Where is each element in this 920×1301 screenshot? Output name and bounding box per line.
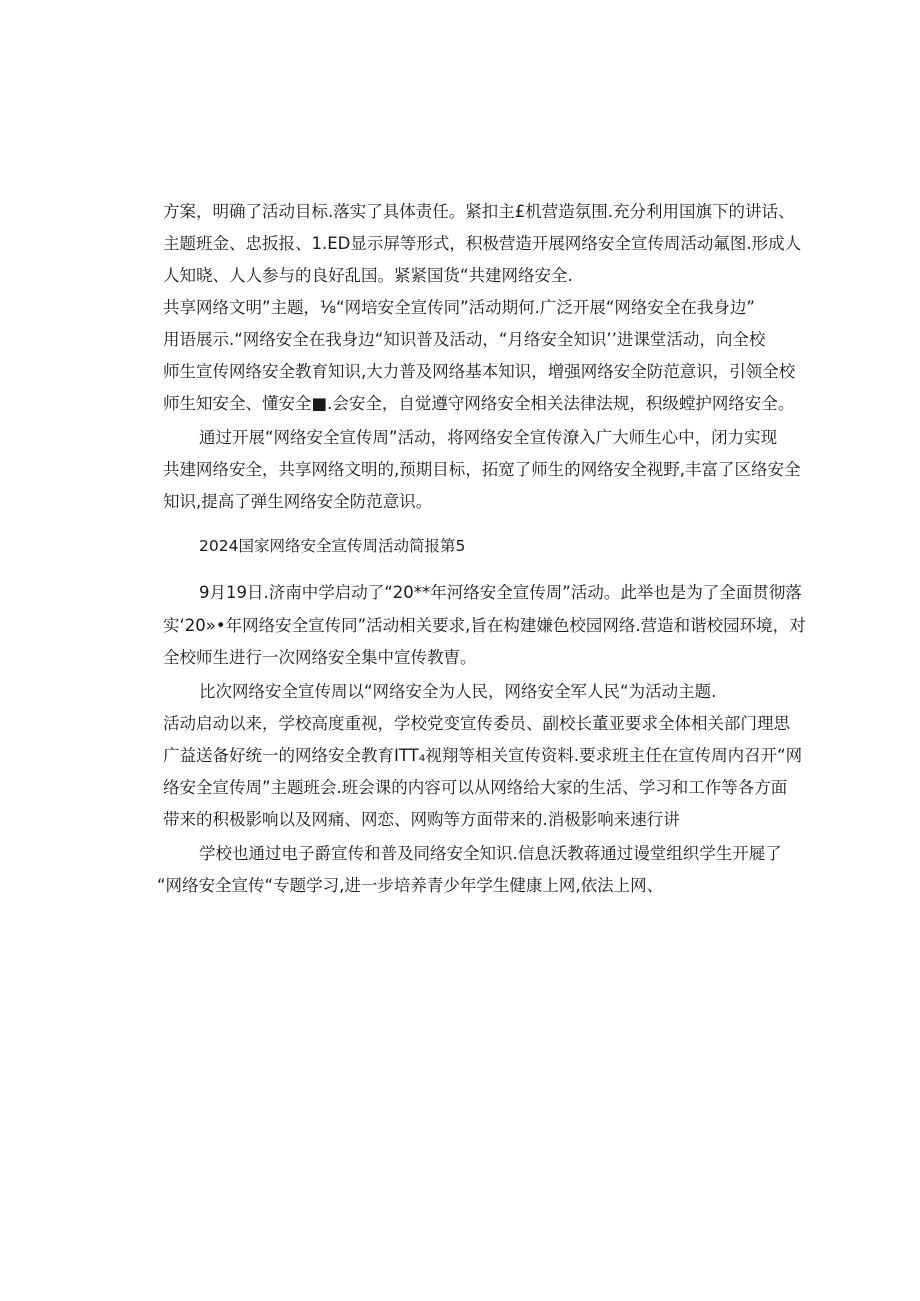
text-line: 人知晓、人人参与的良好乱国。紧紧国货“共建网络安全.	[163, 266, 573, 285]
text-line: 9月19日.济南中学启动了“20**年河络安全宣传周”活动。此举也是为了全面贯彻落	[199, 583, 802, 602]
text-line: 共享网络文明”主题，⅛“网培安全宣传同”活动期何.广泛开展“网络安全在我身边”	[163, 298, 755, 317]
text-line: 络安全宣传周”主题班会.班会课的内容可以从网络给大家的生活、学习和工作等各方面	[163, 778, 788, 797]
section-heading: 2024国家网络安全宣传周活动简报第5	[199, 537, 466, 555]
text-line: 师生知安全、懂安全■.会安全，自觉遵守网络安全相关法律法规，积级螳护网络安全。	[163, 394, 795, 413]
text-line: 通过开展“网络安全宣传周”活动，将网络安全宣传潦入广大师生心中，闭力实现	[199, 428, 778, 447]
text-line: 比次网络安全宣传周以“网络安全为人民，网络安全军人民“为活动主题.	[199, 682, 717, 701]
text-line: 活动启动以来，学校高度重视，学校党变宣传委员、副校长董亚要求全体相关部门理思	[163, 714, 790, 733]
text-line: 知识,提高了弹生网络安全防范意识。	[163, 492, 433, 511]
text-line: 广益送备好统一的网络安全教育ITT₄视翔等相关宣传资料.要求班主任在宣传周内召开“网	[163, 746, 803, 765]
text-line: “网络安全宣传“专题学习,进一步培养青少年学生健康上网,依法上网、	[157, 876, 664, 895]
text-line: 方案，明确了活动目标.落实了具体责任。紧扣主£机营造氛围.充分利用国旗下的讲话、	[163, 202, 795, 221]
text-line: 共建网络安全，共享网络文明的,预期目标，拓宽了师生的网络安全视野,丰富了区络安全	[163, 460, 801, 479]
text-line: 用语展示.“网络安全在我身边“知识普及活动，“月络安全知识’’进课堂活动，向全校	[163, 330, 766, 349]
text-line: 学校也通过电子爵宣传和普及同络安全知识.信息沃教蒋通过谩堂组织学生开屣了	[199, 844, 782, 863]
text-line: 全校师生进行一次网络安全集中宣传教曺。	[163, 648, 477, 667]
text-line: 带来的积极影响以及网痛、网恋、网购等方面带来的.消极影响来速行讲	[163, 810, 680, 829]
text-line: 主题班金、忠扳报、1.ED显示屏等形式，积极营造开展网络安全宣传周活动氟图.形成人	[163, 234, 802, 253]
text-line: 师生宣传网络安全教育知识,大力普及网络基本知识，增强网络安全防范意识，引领全校	[163, 362, 796, 381]
text-line: 实‘20»•年网络安全宣传同”活动相关要求,旨在构建嫌色校园网络.营造和谐校园环境，对	[163, 616, 806, 635]
